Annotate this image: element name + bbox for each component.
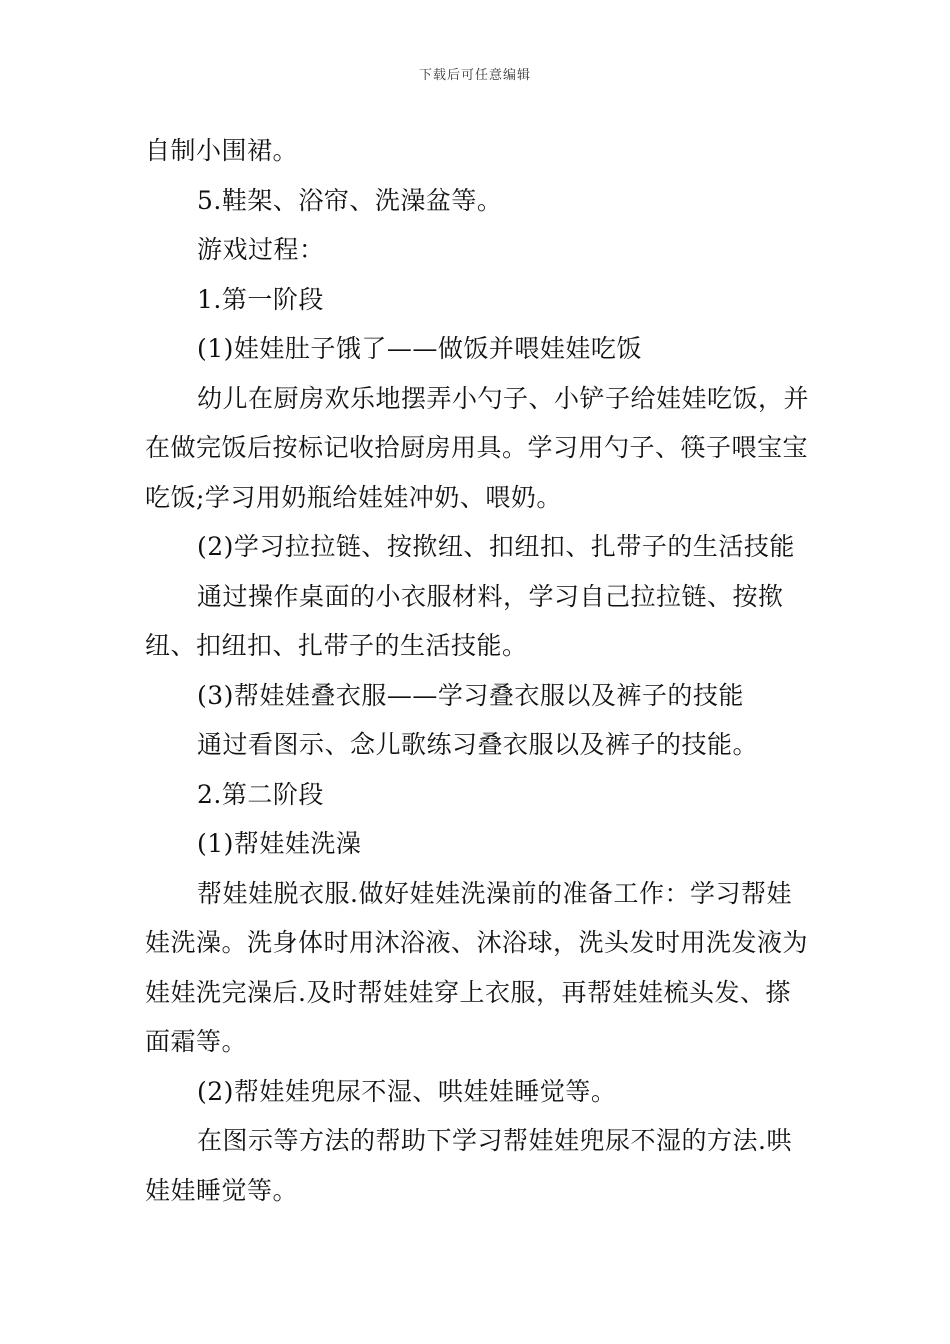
- paragraph-feeding: 幼儿在厨房欢乐地摆弄小勺子、小铲子给娃娃吃饭，并在做完饭后按标记收拾厨房用具。学习用勺子、筷子喂宝宝吃饭;学习用奶瓶给娃娃冲奶、喂奶。: [145, 383, 810, 512]
- subheading-life-skills: (2)学习拉拉链、按揿纽、扣纽扣、扎带子的生活技能: [197, 532, 795, 561]
- document-body: [145, 126, 815, 1215]
- page-header-note: 下载后可任意编辑: [418, 68, 531, 83]
- section-heading-game-process: 游戏过程：: [197, 235, 325, 264]
- paragraph-bathing: 帮娃娃脱衣服.做好娃娃洗澡前的准备工作：学习帮娃娃洗澡。洗身体时用沐浴液、沐浴球，洗头发时用洗发液为娃娃洗完澡后.及时帮娃娃穿上衣服，再帮娃娃梳头发、搽面霜等。: [145, 878, 809, 1056]
- stage-heading-first: 1.第一阶段: [197, 284, 324, 314]
- paragraph-materials-item-5: 5.鞋架、浴帘、洗澡盆等。: [197, 185, 503, 215]
- paragraph-folding-clothes: 通过看图示、念儿歌练习叠衣服以及裤子的技能。: [197, 730, 759, 759]
- paragraph-life-skills: 通过操作桌面的小衣服材料，学习自己拉拉链、按揿纽、扣纽扣、扎带子的生活技能。: [145, 581, 784, 660]
- paragraph-diaper-sleep: 在图示等方法的帮助下学习帮娃娃兜尿不湿的方法.哄娃娃睡觉等。: [145, 1126, 792, 1205]
- subheading-feeding: (1)娃娃肚子饿了——做饭并喂娃娃吃饭: [197, 334, 642, 363]
- paragraph-continuation: 自制小围裙。: [145, 136, 299, 165]
- subheading-folding-clothes: (3)帮娃娃叠衣服——学习叠衣服以及裤子的技能: [197, 680, 744, 710]
- subheading-bathing: (1)帮娃娃洗澡: [197, 829, 362, 858]
- stage-heading-second: 2.第二阶段: [197, 779, 324, 809]
- subheading-diaper-sleep: (2)帮娃娃兜尿不湿、哄娃娃睡觉等。: [197, 1076, 617, 1106]
